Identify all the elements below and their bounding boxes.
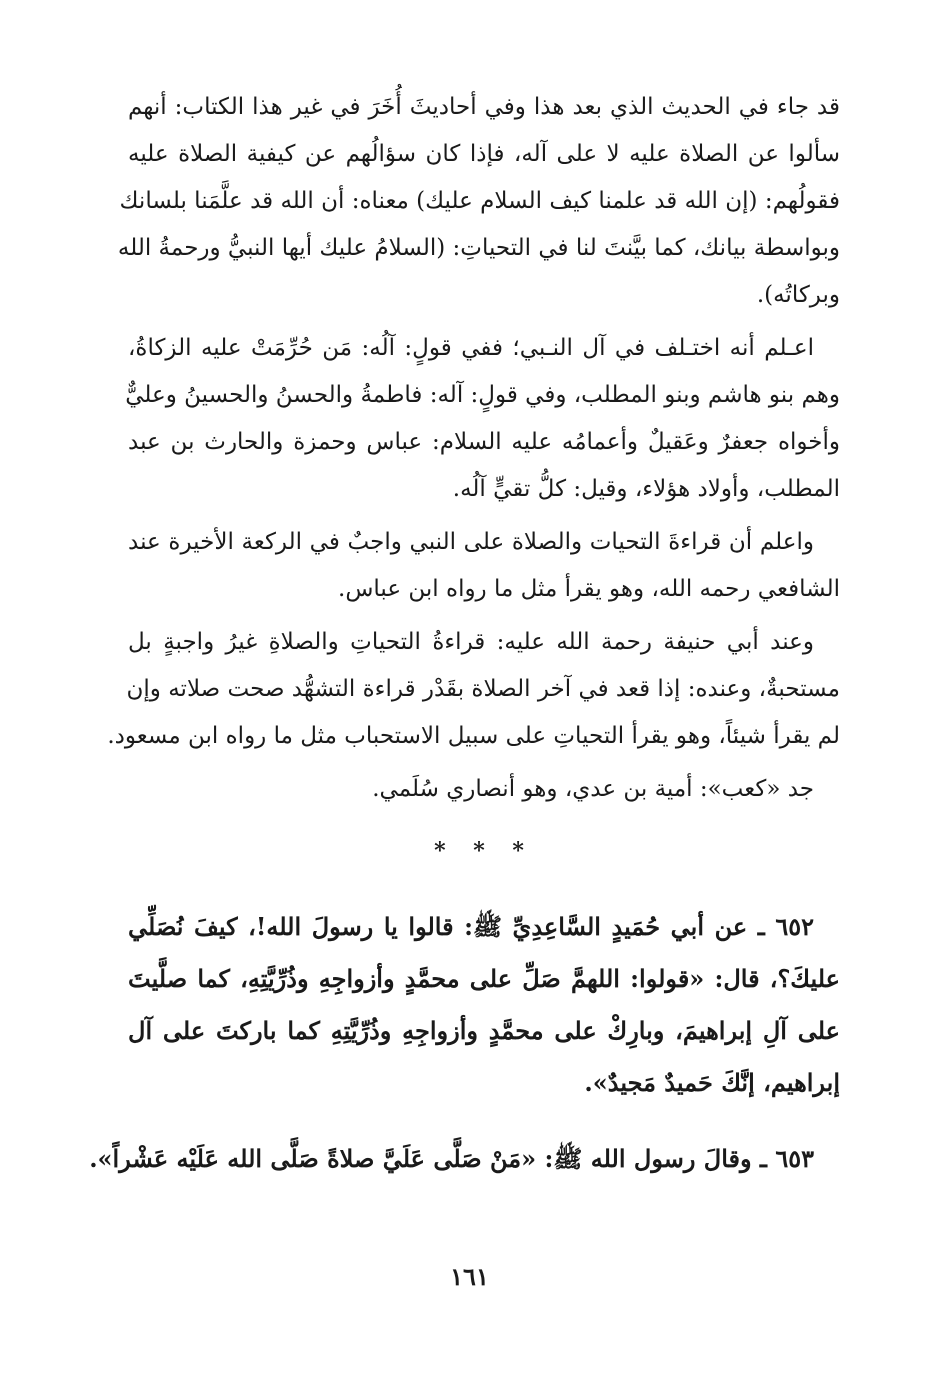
text-line: قد جاء في الحديث الذي بعد هذا وفي أحاديثَ أُخَرَ في غير هذا الكتاب: أنهم: [128, 94, 840, 120]
text-line: وعند أبي حنيفة رحمة الله عليه: قراءةُ التحياتِ والصلاةِ غيرُ واجبةٍ بل: [128, 629, 814, 655]
text-line: سألوا عن الصلاة عليه لا على آله، فإذا كان سؤالُهم عن كيفية الصلاة عليه: [128, 141, 840, 167]
text-line: واعلم أن قراءةَ التحيات والصلاة على النبي واجبٌ في الركعة الأخيرة عند: [128, 529, 814, 555]
text-line: مستحبةٌ، وعنده: إذا قعد في آخر الصلاة بقَدْر قراءة التشهُّد صحت صلاته وإن: [126, 676, 840, 702]
hadith-653: [89, 1133, 840, 1185]
paragraph-shafii: [128, 519, 840, 613]
paragraph-kaab-note: [128, 766, 840, 813]
text-line: لم يقرأ شيئاً، وهو يقرأ التحياتِ على سبيل الاستحباب مثل ما رواه ابن مسعود.: [107, 723, 840, 749]
text-line: وأخواه جعفرٌ وعَقيلٌ وأعمامُه عليه السلام: عباس وحمزة والحارث بن عبد: [128, 429, 840, 455]
text-line: وبركاتُه).: [756, 282, 840, 308]
hadith-line: ٦٥٣ ـ وقالَ رسول الله ﷺ: «مَنْ صَلَّى عَلَيَّ صلاةً صَلَّى الله عَلَيْه عَشْراً».: [89, 1144, 814, 1173]
text-line: الشافعي رحمه الله، وهو يقرأ مثل ما رواه ابن عباس.: [338, 576, 840, 602]
section-divider: * * *: [434, 838, 534, 864]
hadith-line: إبراهيم، إنَّكَ حَميدٌ مَجيدٌ».: [584, 1068, 840, 1097]
hadith-652: [128, 901, 840, 1109]
hadith-line: عليكَ؟، قال: «قولوا: اللهمَّ صَلِّ على محمَّدٍ وأزواجِهِ وذُرِّيَّتِهِ، كما صلَّيتَ: [128, 964, 840, 993]
hadith-line: ٦٥٢ ـ عن أبي حُمَيدٍ السَّاعِدِيِّ ﷺ: قالوا يا رسولَ الله!، كيفَ نُصَلِّي: [128, 912, 814, 941]
text-line: جد «كعب»: أمية بن عدي، وهو أنصاري سُلَمي.: [372, 776, 814, 802]
text-line: اعـلم أنه اختـلف في آل النـبي؛ ففي قولٍ: آلُه: مَن حُرِّمَتْ عليه الزكاةُ،: [128, 335, 814, 361]
paragraph-intro: [117, 84, 840, 319]
paragraph-abu-hanifa: [107, 619, 840, 760]
page-body: [89, 84, 840, 1185]
page-number: ١٦١: [450, 1262, 489, 1291]
text-line: فقولُهم: (إن الله قد علمنا كيف السلام عليك) معناه: أن الله قد علَّمَنا بلسانك: [119, 188, 840, 214]
text-line: المطلب، وأولاد هؤلاء، وقيل: كلُّ تقيٍّ آلُه.: [452, 476, 840, 502]
text-line: وهم بنو هاشم وبنو المطلب، وفي قولٍ: آله: فاطمةُ والحسنُ والحسينُ وعليٌّ: [125, 382, 840, 408]
paragraph-aal-definition: [125, 325, 840, 513]
hadith-line: على آلِ إبراهيمَ، وبارِكْ على محمَّدٍ وأزواجِهِ وذُرِّيَّتِهِ كما باركتَ على آل: [128, 1016, 840, 1045]
text-line: وبواسطة بيانك، كما بيَّنتَ لنا في التحياتِ: (السلامُ عليك أيها النبيُّ ورحمةُ الله: [117, 235, 840, 261]
